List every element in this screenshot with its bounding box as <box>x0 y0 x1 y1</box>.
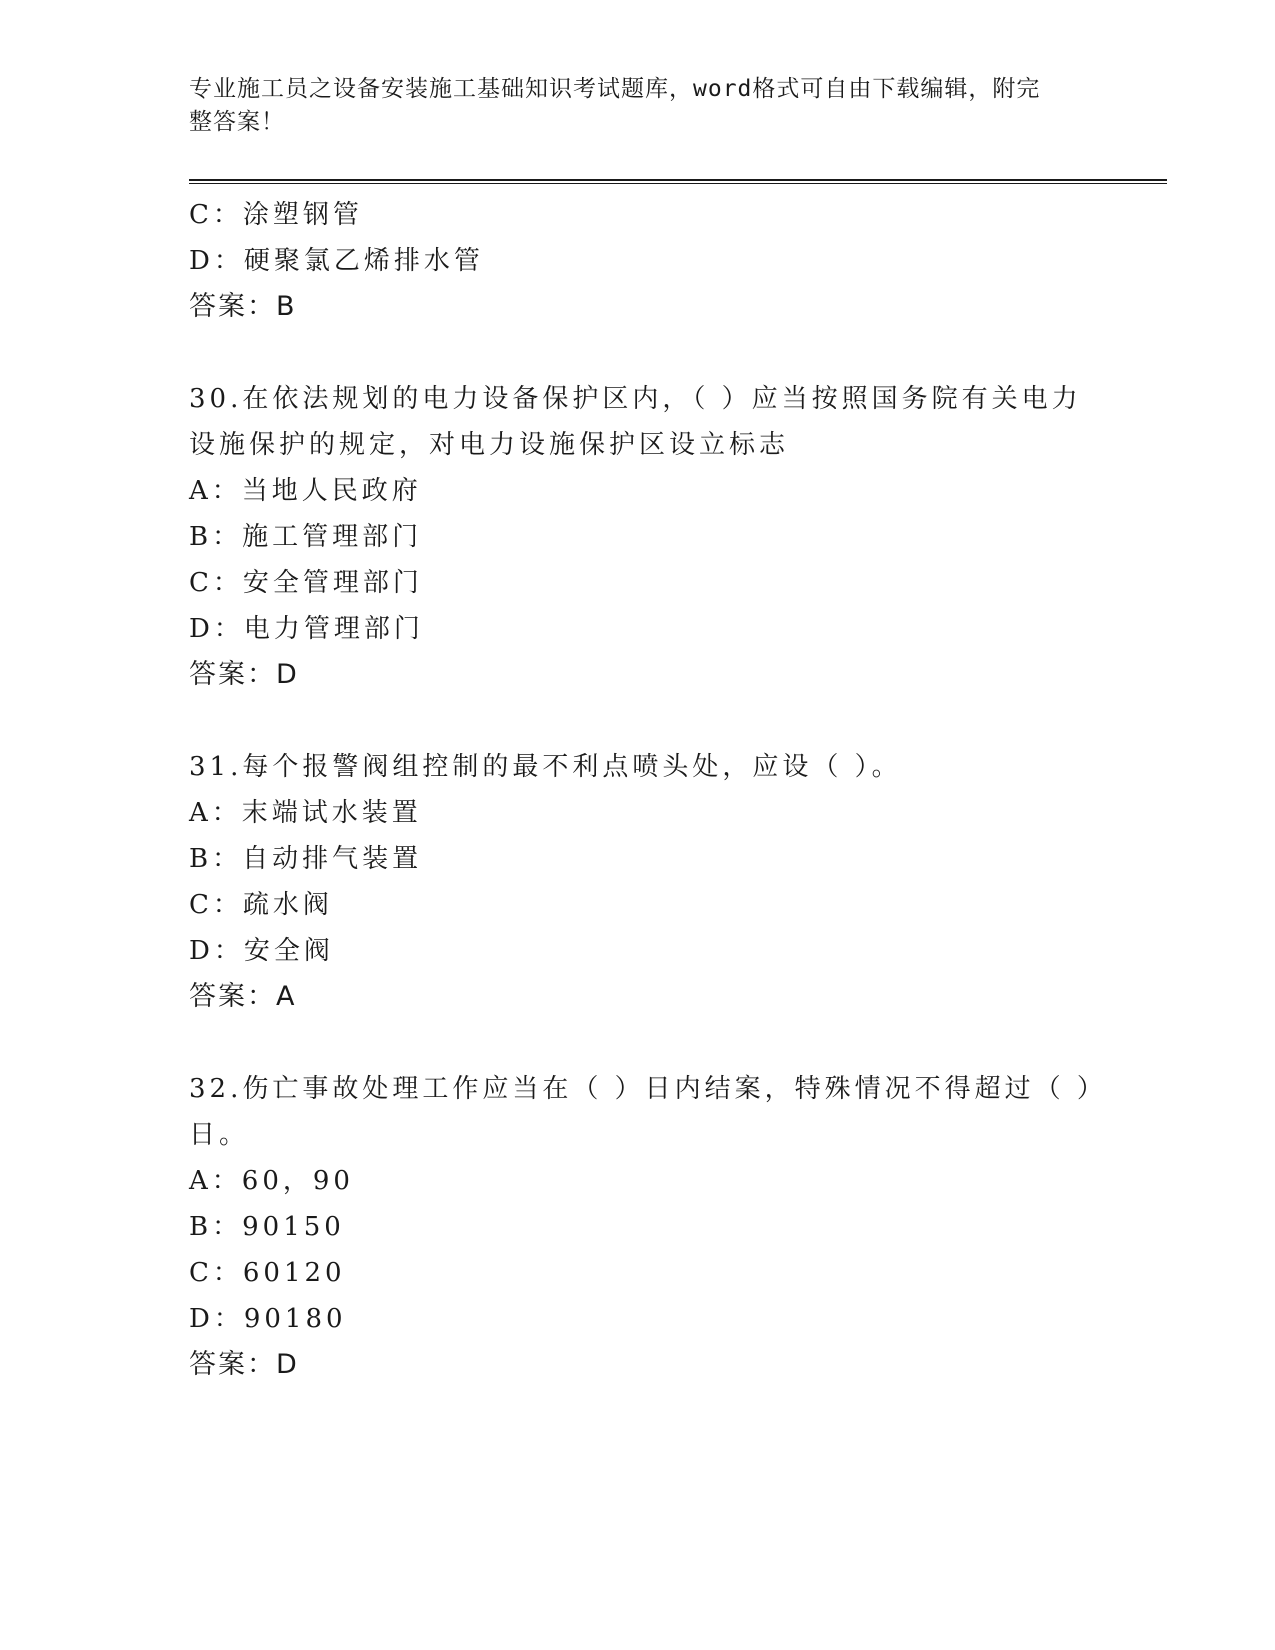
question-stem: 日。 <box>189 1120 250 1150</box>
question-stem: 32.伤亡事故处理工作应当在（ ）日内结案，特殊情况不得超过（ ） <box>189 1074 1107 1104</box>
spacer <box>189 330 1079 376</box>
option-d: D：电力管理部门 <box>189 614 424 644</box>
question-31 <box>189 744 1079 1020</box>
header-divider-thin <box>189 183 1167 184</box>
question-stem: 设施保护的规定，对电力设施保护区设立标志 <box>189 430 790 460</box>
answer-line: 答案：A <box>189 981 297 1012</box>
option-c: C：涂塑钢管 <box>189 200 363 230</box>
spacer <box>189 1020 1079 1066</box>
option-d: D：90180 <box>189 1304 347 1334</box>
option-b: B：自动排气装置 <box>189 844 423 874</box>
option-a: A：当地人民政府 <box>189 476 422 506</box>
option-c: C：安全管理部门 <box>189 568 423 598</box>
question-stem: 30.在依法规划的电力设备保护区内，（ ）应当按照国务院有关电力 <box>189 384 1082 414</box>
header-line-2: 整答案！ <box>189 109 285 135</box>
question-29-tail <box>189 192 1079 330</box>
option-d: D：硬聚氯乙烯排水管 <box>189 246 484 276</box>
answer-line: 答案：D <box>189 1349 299 1380</box>
option-a: A：末端试水装置 <box>189 798 422 828</box>
option-b: B：90150 <box>189 1212 345 1242</box>
spacer <box>189 698 1079 744</box>
option-c: C：疏水阀 <box>189 890 333 920</box>
document-header <box>189 73 1079 139</box>
answer-line: 答案：B <box>189 291 297 322</box>
header-divider <box>189 179 1167 181</box>
option-b: B：施工管理部门 <box>189 522 423 552</box>
option-a: A：60，90 <box>189 1166 354 1196</box>
question-list <box>189 192 1107 1388</box>
question-stem: 31.每个报警阀组控制的最不利点喷头处，应设（ ）。 <box>189 752 902 782</box>
question-32 <box>189 1066 1107 1388</box>
option-d: D：安全阀 <box>189 936 334 966</box>
option-c: C：60120 <box>189 1258 346 1288</box>
question-30 <box>189 376 1082 698</box>
answer-line: 答案：D <box>189 659 299 690</box>
header-line-1: 专业施工员之设备安装施工基础知识考试题库，word格式可自由下载编辑，附完 <box>189 76 1041 102</box>
